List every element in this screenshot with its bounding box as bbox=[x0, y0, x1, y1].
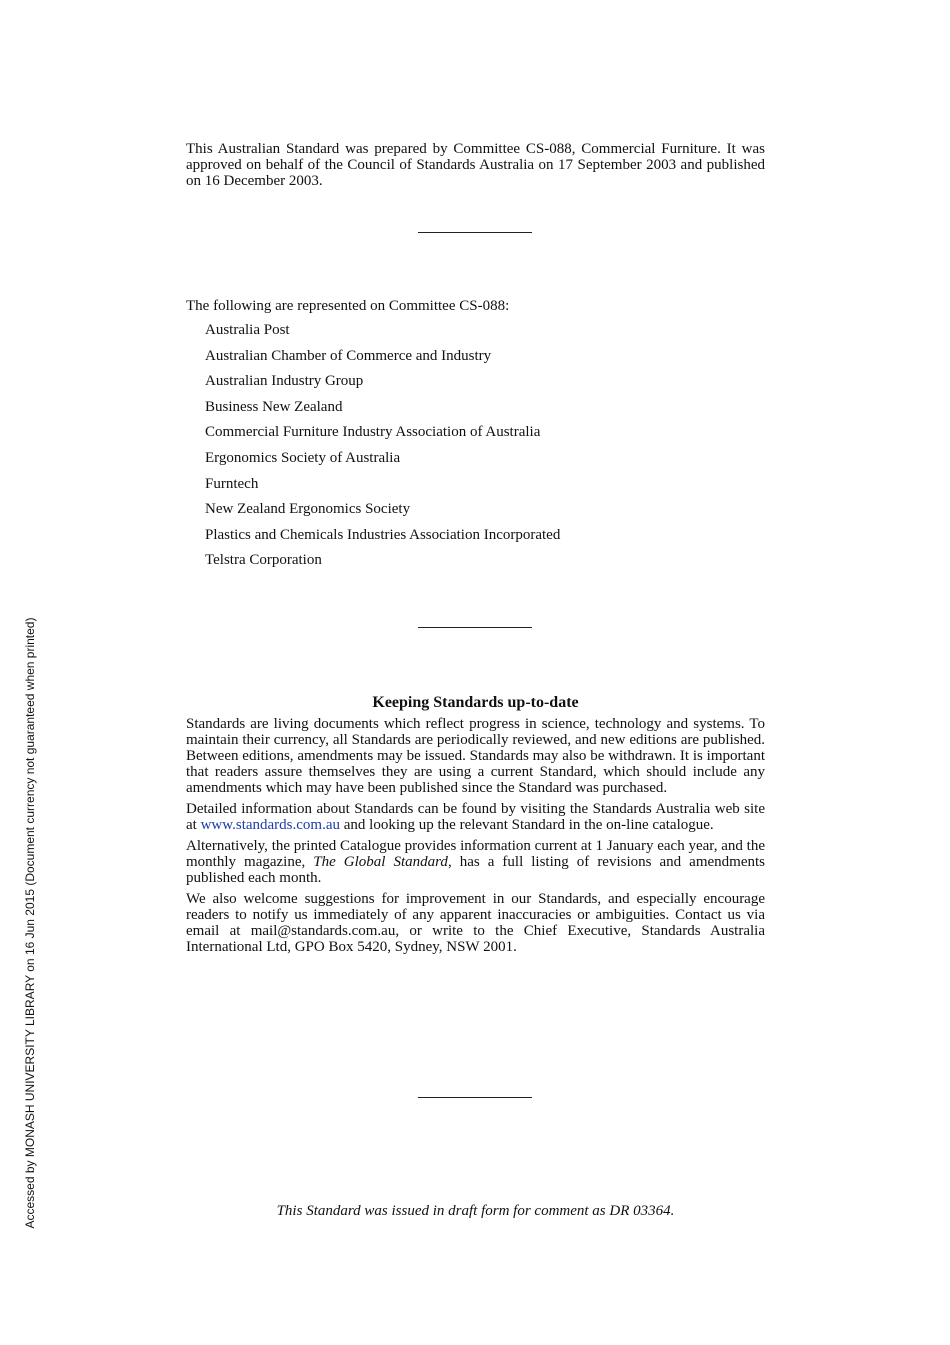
website-link[interactable]: www.standards.com.au bbox=[200, 817, 340, 833]
paragraph-text: , has a full listing of revisions and amendments published each month. bbox=[186, 854, 765, 886]
committee-member: Telstra Corporation bbox=[205, 552, 322, 569]
committee-member: New Zealand Ergonomics Society bbox=[205, 501, 411, 518]
committee-member: Commercial Furniture Industry Association of Australia bbox=[205, 424, 541, 441]
committee-member: Australia Post bbox=[205, 322, 290, 338]
committee-member: Australian Industry Group bbox=[205, 373, 364, 390]
committee-intro: The following are represented on Committee CS-088: bbox=[186, 298, 510, 314]
section-divider bbox=[418, 1097, 532, 1098]
committee-member: Australian Chamber of Commerce and Industry bbox=[205, 347, 492, 364]
paragraph-text: and looking up the relevant Standard in the on-line catalogue. bbox=[340, 817, 714, 833]
committee-member: Ergonomics Society of Australia bbox=[205, 449, 401, 466]
access-watermark-text: Accessed by MONASH UNIVERSITY LIBRARY on 16 Jun 2015 (Document currency not guaranteed when printed) bbox=[23, 617, 37, 1229]
paragraph-text: Alternatively, the printed Catalogue provides information current at 1 January each year, and the monthly magazine, bbox=[186, 838, 765, 870]
committee-member: Furntech bbox=[205, 475, 259, 492]
paragraph-catalogue bbox=[186, 838, 765, 886]
magazine-title: The Global Standard bbox=[313, 854, 448, 870]
keeping-up-to-date-body bbox=[186, 716, 765, 960]
committee-member: Plastics and Chemicals Industries Association Incorporated bbox=[205, 526, 561, 543]
paragraph-living-documents: Standards are living documents which reflect progress in science, technology and systems. To maintain their currency, all Standards are periodically reviewed, and new editions are published. Between editions, amendments may be issued. Standards may also be withdrawn. It is important that readers assure themselves they are using a current Standard, which should include any amendments which may have been published since the Standard was purchased. bbox=[186, 716, 765, 796]
committee-member-list bbox=[205, 320, 560, 576]
preparation-statement: This Australian Standard was prepared by Committee CS-088, Commercial Furniture. It was approved on behalf of the Council of Standards Australia on 17 September 2003 and published on 16 December 2003. bbox=[186, 141, 765, 189]
paragraph-suggestions: We also welcome suggestions for improvement in our Standards, and especially encourage readers to notify us immediately of any apparent inaccuracies or ambiguities. Contact us via email at mail@standards.com.au, or write to the Chief Executive, Standards Australia International Ltd, GPO Box 5420, Sydney, NSW 2001. bbox=[186, 891, 765, 955]
paragraph-web-site bbox=[186, 801, 765, 833]
draft-note: This Standard was issued in draft form for comment as DR 03364. bbox=[276, 1203, 675, 1219]
committee-member: Business New Zealand bbox=[205, 398, 343, 415]
section-heading: Keeping Standards up-to-date bbox=[372, 694, 579, 711]
paragraph-text: Detailed information about Standards can be found by visiting the Standards Australia web site at bbox=[186, 801, 765, 833]
section-divider bbox=[418, 232, 532, 233]
section-divider bbox=[418, 627, 532, 628]
